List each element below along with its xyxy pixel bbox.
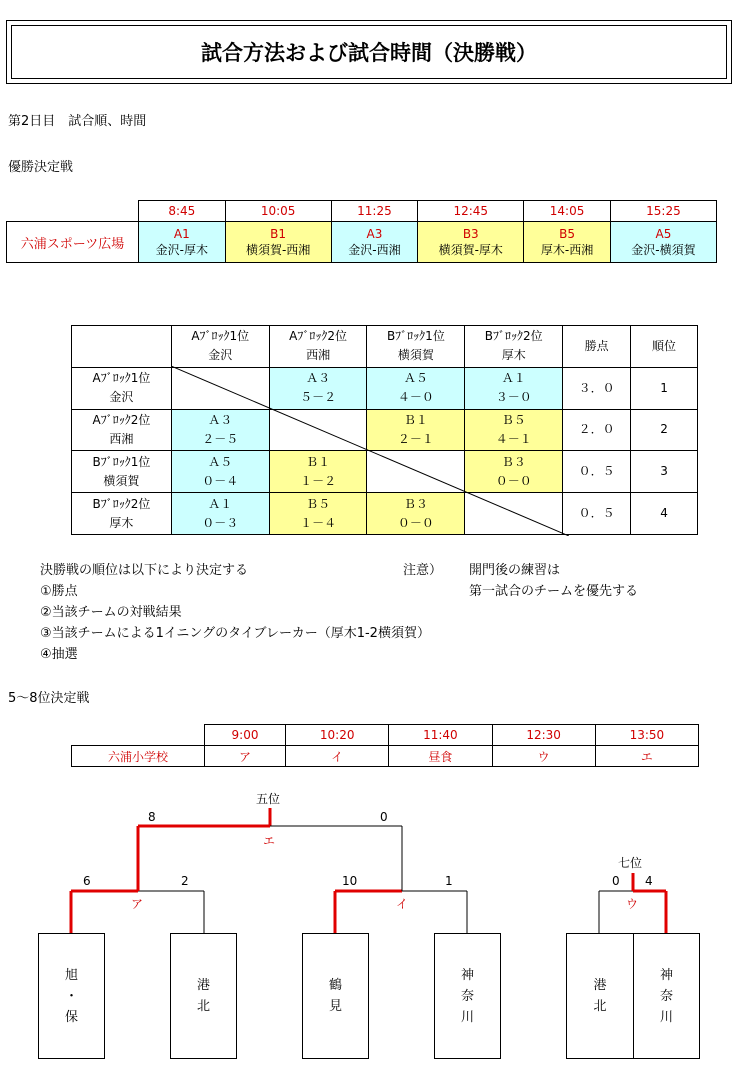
team-box bbox=[302, 933, 369, 1059]
row-block: Aﾌﾞﾛｯｸ2位 bbox=[92, 412, 151, 427]
result-score: ２－１ bbox=[397, 431, 434, 446]
match-teams: 金沢-厚木 bbox=[155, 242, 208, 257]
seventh-place-label: 七位 bbox=[618, 856, 643, 870]
result-code: Ｂ３ bbox=[403, 496, 428, 511]
rank-header: 順位 bbox=[631, 326, 698, 368]
header-team: 西湘 bbox=[306, 348, 331, 363]
score-i-left: 10 bbox=[342, 874, 358, 888]
page-title: 試合方法および試合時間（決勝戦） bbox=[11, 25, 727, 79]
result-score: ４－１ bbox=[495, 431, 532, 446]
score-i-right: 1 bbox=[445, 874, 453, 888]
match-cell bbox=[418, 222, 524, 263]
result-code: Ｂ１ bbox=[403, 412, 428, 427]
team-char: 港 bbox=[196, 978, 210, 993]
final-heading: 優勝決定戦 bbox=[8, 160, 74, 175]
time-cell: 13:50 bbox=[595, 725, 698, 746]
match-code: B1 bbox=[270, 226, 287, 241]
match-teams: 金沢-西湘 bbox=[348, 242, 401, 257]
row-header bbox=[72, 451, 172, 493]
result-score: ０－０ bbox=[495, 473, 532, 488]
rule-title: 決勝戦の順位は以下により決定する bbox=[40, 563, 249, 578]
team-char: 川 bbox=[460, 1009, 474, 1025]
team-char: 川 bbox=[659, 1009, 673, 1025]
game-label-u: ウ bbox=[626, 897, 639, 911]
time-cell: 14:05 bbox=[524, 201, 611, 222]
team-box bbox=[566, 933, 634, 1059]
title-frame bbox=[6, 20, 732, 84]
row-block: Bﾌﾞﾛｯｸ2位 bbox=[92, 496, 151, 511]
time-cell: 15:25 bbox=[610, 201, 716, 222]
result-score: １－２ bbox=[300, 473, 337, 488]
row-team: 横須賀 bbox=[103, 473, 140, 488]
rule-item: ①勝点 bbox=[40, 584, 78, 599]
team-box bbox=[633, 933, 700, 1059]
header-team: 横須賀 bbox=[397, 348, 434, 363]
header-cell bbox=[465, 326, 563, 368]
placement-heading: 5～8位決定戦 bbox=[8, 691, 90, 706]
header-block: Aﾌﾞﾛｯｸ1位 bbox=[191, 329, 250, 344]
match-cell bbox=[610, 222, 716, 263]
time-cell: 11:25 bbox=[331, 201, 418, 222]
team-char: 北 bbox=[196, 999, 210, 1014]
row-header bbox=[72, 409, 172, 451]
match-teams: 金沢-横須賀 bbox=[631, 242, 696, 257]
caution-label: 注意） bbox=[403, 563, 443, 578]
diagonal-line bbox=[171, 366, 569, 536]
result-code: Ａ１ bbox=[208, 496, 233, 511]
match-code: A1 bbox=[173, 226, 190, 241]
score-a-left: 6 bbox=[83, 874, 91, 888]
result-score: １－４ bbox=[300, 515, 337, 530]
rank-cell: 2 bbox=[631, 409, 698, 451]
result-score: ２－５ bbox=[202, 431, 239, 446]
rank-cell: 1 bbox=[631, 367, 698, 409]
venue-cell: 六浦スポーツ広場 bbox=[7, 222, 139, 263]
points-cell: ２．０ bbox=[563, 409, 631, 451]
match-cell bbox=[524, 222, 611, 263]
header-team: 金沢 bbox=[208, 348, 233, 363]
header-block: Bﾌﾞﾛｯｸ2位 bbox=[484, 329, 543, 344]
team-char: 保 bbox=[64, 1009, 78, 1025]
header-cell bbox=[171, 326, 269, 368]
fifth-place-label: 五位 bbox=[256, 792, 281, 806]
team-char: 北 bbox=[593, 999, 607, 1014]
match-teams: 厚木-西湘 bbox=[540, 242, 594, 257]
rule-item: ③当該チームによる1イニングのタイブレーカー（厚木1-2横須賀） bbox=[40, 626, 430, 641]
time-cell: 9:00 bbox=[205, 725, 286, 746]
header-block: Aﾌﾞﾛｯｸ2位 bbox=[289, 329, 347, 344]
team-box bbox=[434, 933, 501, 1059]
result-code: Ａ３ bbox=[208, 412, 233, 427]
time-cell: 8:45 bbox=[139, 201, 226, 222]
time-cell: 10:05 bbox=[225, 201, 331, 222]
team-char: ・ bbox=[64, 988, 78, 1004]
row-header bbox=[72, 367, 172, 409]
rank-cell: 3 bbox=[631, 451, 698, 493]
score-e-right: 0 bbox=[380, 810, 388, 824]
result-code: Ｂ５ bbox=[306, 496, 331, 511]
result-score: ０－０ bbox=[397, 515, 434, 530]
result-score: ４－０ bbox=[397, 390, 434, 405]
time-cell: 10:20 bbox=[286, 725, 389, 746]
match-cell bbox=[225, 222, 331, 263]
match-code: B5 bbox=[559, 226, 575, 241]
result-code: Ｂ５ bbox=[501, 412, 526, 427]
team-char: 港 bbox=[593, 978, 607, 993]
time-cell: 11:40 bbox=[389, 725, 492, 746]
points-cell: ３．０ bbox=[563, 367, 631, 409]
rule-item: ②当該チームの対戦結果 bbox=[40, 605, 182, 620]
match-cell bbox=[139, 222, 226, 263]
match-teams: 横須賀-厚木 bbox=[438, 242, 503, 257]
match-code: A3 bbox=[366, 226, 383, 241]
team-char: 鶴 bbox=[328, 978, 342, 993]
team-box bbox=[170, 933, 237, 1059]
row-team: 西湘 bbox=[109, 431, 134, 446]
result-code: Ａ３ bbox=[306, 371, 331, 386]
caution-line: 開門後の練習は bbox=[469, 563, 561, 578]
team-char: 神 bbox=[659, 967, 673, 983]
game-label-e: エ bbox=[263, 834, 276, 848]
header-team: 厚木 bbox=[501, 348, 526, 363]
points-header: 勝点 bbox=[563, 326, 631, 368]
slot-cell: エ bbox=[595, 746, 698, 767]
row-team: 金沢 bbox=[109, 390, 134, 405]
result-code: Ａ５ bbox=[403, 371, 428, 386]
row-team: 厚木 bbox=[109, 515, 134, 530]
score-u-left: 0 bbox=[612, 874, 620, 888]
rank-cell: 4 bbox=[631, 493, 698, 535]
match-cell bbox=[331, 222, 418, 263]
slot-cell: ア bbox=[205, 746, 286, 767]
match-code: A5 bbox=[655, 226, 672, 241]
slot-cell: イ bbox=[286, 746, 389, 767]
result-score: ０－３ bbox=[202, 515, 239, 530]
header-cell bbox=[367, 326, 465, 368]
time-cell: 12:30 bbox=[492, 725, 595, 746]
game-label-a: ア bbox=[131, 897, 144, 911]
team-char: 奈 bbox=[659, 988, 673, 1004]
rule-item: ④抽選 bbox=[40, 647, 78, 662]
team-char: 奈 bbox=[460, 988, 474, 1004]
team-char: 神 bbox=[460, 967, 474, 983]
match-teams: 横須賀-西湘 bbox=[245, 242, 311, 257]
row-header bbox=[72, 493, 172, 535]
caution-line: 第一試合のチームを優先する bbox=[469, 584, 639, 599]
result-score: ３－０ bbox=[495, 390, 532, 405]
points-cell: ０．５ bbox=[563, 493, 631, 535]
final-schedule-table bbox=[6, 200, 717, 263]
result-score: ０－４ bbox=[202, 473, 239, 488]
score-u-right: 4 bbox=[645, 874, 653, 888]
points-cell: ０．５ bbox=[563, 451, 631, 493]
result-code: Ｂ１ bbox=[306, 454, 331, 469]
header-cell bbox=[269, 326, 367, 368]
match-code: B3 bbox=[462, 226, 479, 241]
game-label-i: イ bbox=[396, 897, 409, 911]
result-code: Ａ５ bbox=[208, 454, 233, 469]
team-char: 見 bbox=[328, 999, 342, 1014]
result-score: ５－２ bbox=[300, 390, 337, 405]
day-heading: 第2日目 試合順、時間 bbox=[8, 114, 147, 129]
result-code: Ａ１ bbox=[501, 371, 526, 386]
slot-cell: 昼食 bbox=[389, 746, 492, 767]
score-e-left: 8 bbox=[148, 810, 156, 824]
placement-schedule-table bbox=[71, 724, 699, 767]
team-box bbox=[38, 933, 105, 1059]
row-block: Aﾌﾞﾛｯｸ1位 bbox=[92, 371, 151, 386]
time-cell: 12:45 bbox=[418, 201, 524, 222]
score-a-right: 2 bbox=[181, 874, 189, 888]
slot-cell: ウ bbox=[492, 746, 595, 767]
result-code: Ｂ３ bbox=[501, 454, 526, 469]
team-char: 旭 bbox=[64, 967, 78, 983]
venue-cell: 六浦小学校 bbox=[72, 746, 205, 767]
row-block: Bﾌﾞﾛｯｸ1位 bbox=[92, 454, 151, 469]
header-block: Bﾌﾞﾛｯｸ1位 bbox=[386, 329, 445, 344]
